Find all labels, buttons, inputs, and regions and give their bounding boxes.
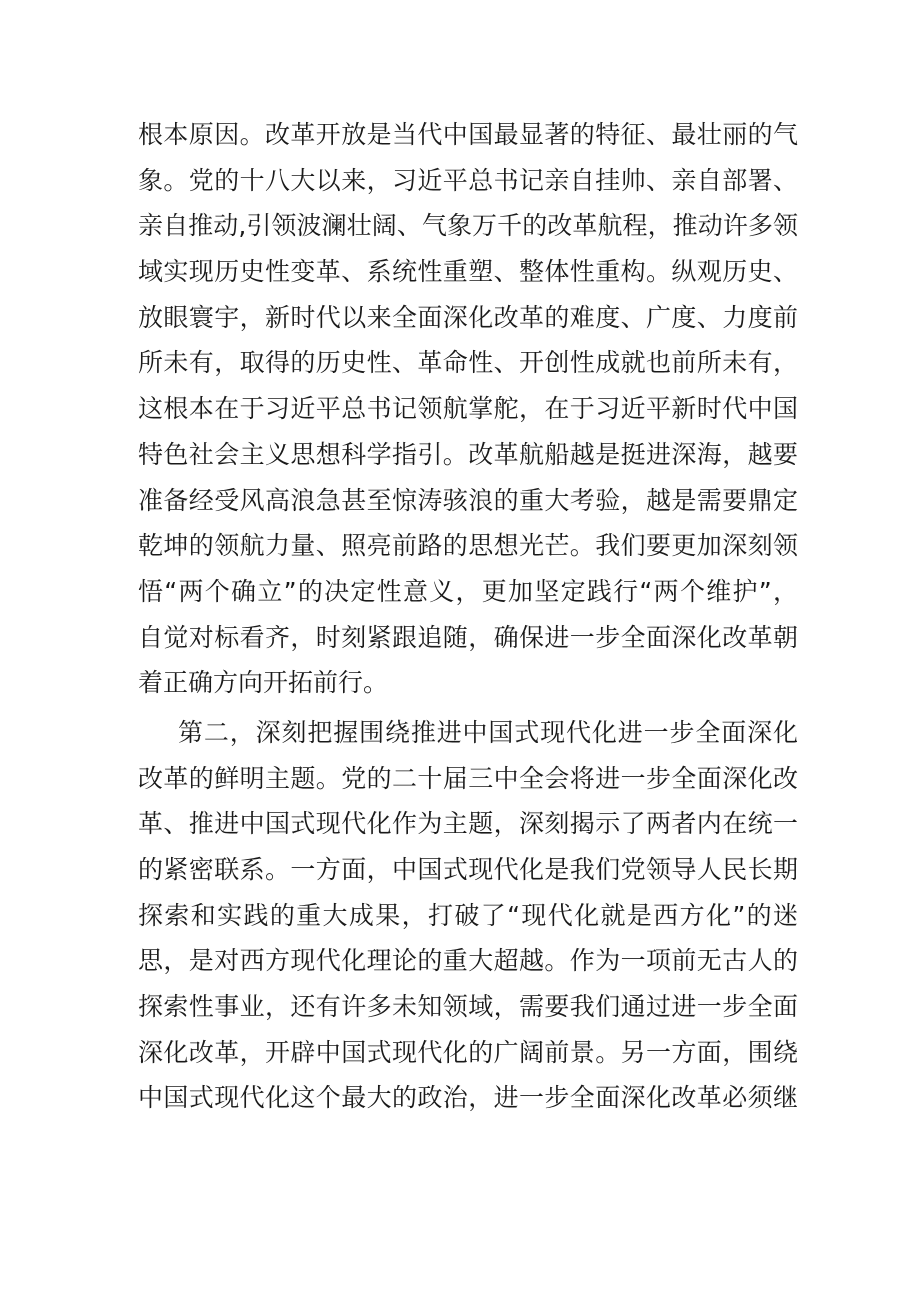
text-line: 深化改革，开辟中国式现代化的广阔前景。另一方面，围绕	[138, 1037, 798, 1067]
text-line: 改革的鲜明主题。党的二十届三中全会将进一步全面深化改	[138, 763, 798, 793]
paragraph-2	[138, 710, 798, 1121]
text-line: 象。党的十八大以来，习近平总书记亲自挂帅、亲自部署、	[138, 165, 798, 195]
text-line: 中国式现代化这个最大的政治，进一步全面深化改革必须继	[138, 1083, 798, 1113]
text-line: 探索性事业，还有许多未知领域，需要我们通过进一步全面	[138, 992, 798, 1022]
text-line: 乾坤的领航力量、照亮前路的思想光芒。我们要更加深刻领	[138, 531, 798, 561]
text-line: 所未有，取得的历史性、革命性、开创性成就也前所未有，	[138, 348, 798, 378]
text-line: 这根本在于习近平总书记领航掌舵，在于习近平新时代中国	[138, 394, 798, 424]
text-line: 思，是对西方现代化理论的重大超越。作为一项前无古人的	[138, 946, 798, 976]
paragraph-1	[138, 112, 798, 706]
text-line: 悟“两个确立”的决定性意义，更加坚定践行“两个维护”，	[138, 576, 798, 606]
text-line: 根本原因。改革开放是当代中国最显著的特征、最壮丽的气	[138, 120, 798, 149]
body-text	[138, 112, 798, 1121]
text-line: 域实现历史性变革、系统性重塑、整体性重构。纵观历史、	[138, 257, 798, 287]
text-line: 放眼寰宇，新时代以来全面深化改革的难度、广度、力度前	[138, 302, 798, 332]
text-line: 探索和实践的重大成果，打破了“现代化就是西方化”的迷	[138, 900, 798, 930]
text-line: 亲自推动,引领波澜壮阔、气象万千的改革航程，推动许多领	[138, 211, 798, 241]
text-line: 准备经受风高浪急甚至惊涛骇浪的重大考验，越是需要鼎定	[138, 485, 798, 515]
text-line: 着正确方向开拓前行。	[138, 668, 389, 698]
text-line: 革、推进中国式现代化作为主题，深刻揭示了两者内在统一	[138, 809, 798, 839]
text-line: 第二，深刻把握围绕推进中国式现代化进一步全面深化	[178, 717, 798, 747]
text-line: 的紧密联系。一方面，中国式现代化是我们党领导人民长期	[138, 855, 798, 884]
text-line: 自觉对标看齐，时刻紧跟追随，确保进一步全面深化改革朝	[138, 622, 798, 652]
text-line: 特色社会主义思想科学指引。改革航船越是挺进深海，越要	[138, 439, 798, 469]
